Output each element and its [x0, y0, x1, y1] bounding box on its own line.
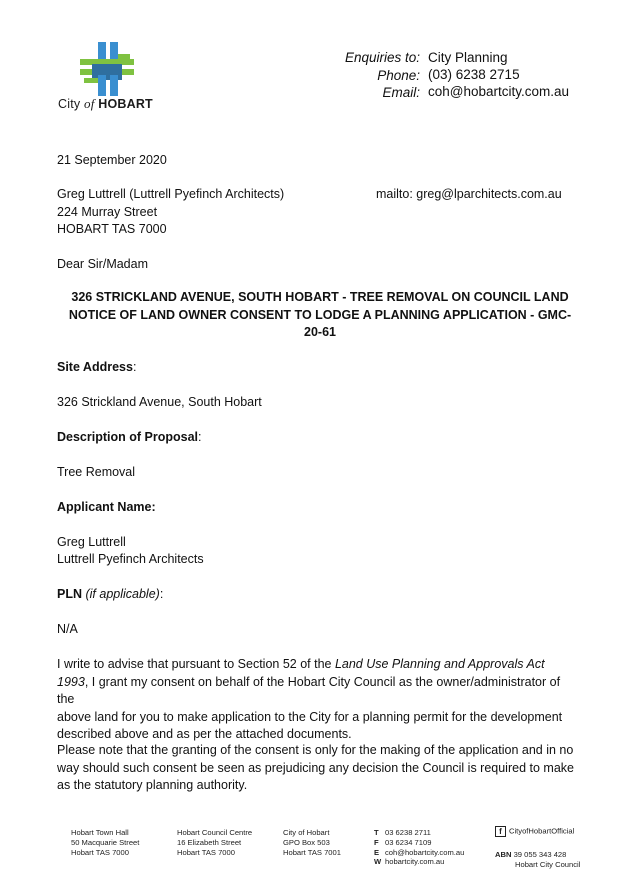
- enquiries-value: City Planning: [428, 50, 508, 65]
- applicant-label: Applicant Name:: [57, 500, 156, 514]
- footer-contact: T 03 6238 2711 F 03 6234 7109 E coh@hobartcity.com.au W hobartcity.com.au: [374, 828, 465, 867]
- recipient-city: HOBART TAS 7000: [57, 222, 167, 236]
- applicant-firm: Luttrell Pyefinch Architects: [57, 552, 204, 566]
- consent-paragraph: I write to advise that pursuant to Section 52 of the Land Use Planning and Approvals Act 1993, I grant my consent on behalf of the Hobart City Council as the owner/administrator of the above land for you to make application to the City for a planning permit for the development described above and as per the attached documents.: [57, 657, 563, 742]
- recipient-name: Greg Luttrell (Luttrell Pyefinch Architects): [57, 187, 285, 201]
- heading-line-2: NOTICE OF LAND OWNER CONSENT TO LODGE A PLANNING APPLICATION - GMC-: [68, 307, 572, 322]
- act-title: Land Use Planning and Approvals Act: [334, 657, 545, 671]
- act-year: 1993: [57, 674, 85, 689]
- description-value: Tree Removal: [57, 465, 136, 479]
- footer-abn: ABN 39 055 343 428 Hobart City Council: [495, 850, 581, 869]
- email-label: Email:: [382, 85, 420, 100]
- disclaimer-paragraph: Please note that the granting of the consent is only for the making of the application and in no way should such consent be seen as prejudicing any decision the Council is required to make as the statutory planning authority.: [57, 743, 574, 793]
- salutation: Dear Sir/Madam: [57, 257, 148, 271]
- phone-value: (03) 6238 2715: [428, 67, 520, 82]
- site-address-heading: Site Address:: [57, 360, 137, 374]
- pln-heading: PLN (if applicable):: [57, 587, 164, 601]
- footer-council-centre: Hobart Council Centre 16 Elizabeth Street Hobart TAS 7000: [177, 828, 253, 857]
- enquiries-label: Enquiries to:: [344, 50, 420, 65]
- city-of-hobart-logo: [80, 42, 134, 96]
- letter-date: 21 September 2020: [57, 153, 167, 167]
- site-address-label: Site Address: [57, 360, 133, 374]
- footer-facebook[interactable]: [495, 826, 574, 837]
- pln-label: PLN: [57, 587, 82, 601]
- email-value: coh@hobartcity.com.au: [428, 84, 570, 99]
- recipient-street: 224 Murray Street: [57, 205, 158, 219]
- footer-town-hall: Hobart Town Hall 50 Macquarie Street Hobart TAS 7000: [71, 828, 140, 857]
- facebook-icon: f: [495, 826, 506, 837]
- site-address-value: 326 Strickland Avenue, South Hobart: [57, 395, 262, 409]
- applicant-name: Greg Luttrell: [57, 535, 126, 549]
- footer-postal: City of Hobart GPO Box 503 Hobart TAS 7001: [283, 828, 341, 857]
- letter-heading: [40, 289, 600, 342]
- description-label: Description of Proposal: [57, 430, 198, 444]
- heading-line-1: 326 STRICKLAND AVENUE, SOUTH HOBART - TREE REMOVAL ON COUNCIL LAND: [71, 290, 569, 304]
- logo-wordmark: City of HOBART: [58, 96, 153, 111]
- description-heading: Description of Proposal:: [57, 430, 202, 444]
- recipient-email: mailto: greg@lparchitects.com.au: [376, 187, 562, 201]
- pln-value: N/A: [57, 622, 78, 636]
- heading-line-3: 20-61: [304, 325, 336, 339]
- phone-label: Phone:: [377, 68, 420, 83]
- pln-note: (if applicable): [85, 587, 160, 601]
- facebook-handle: CityofHobartOfficial: [509, 826, 575, 836]
